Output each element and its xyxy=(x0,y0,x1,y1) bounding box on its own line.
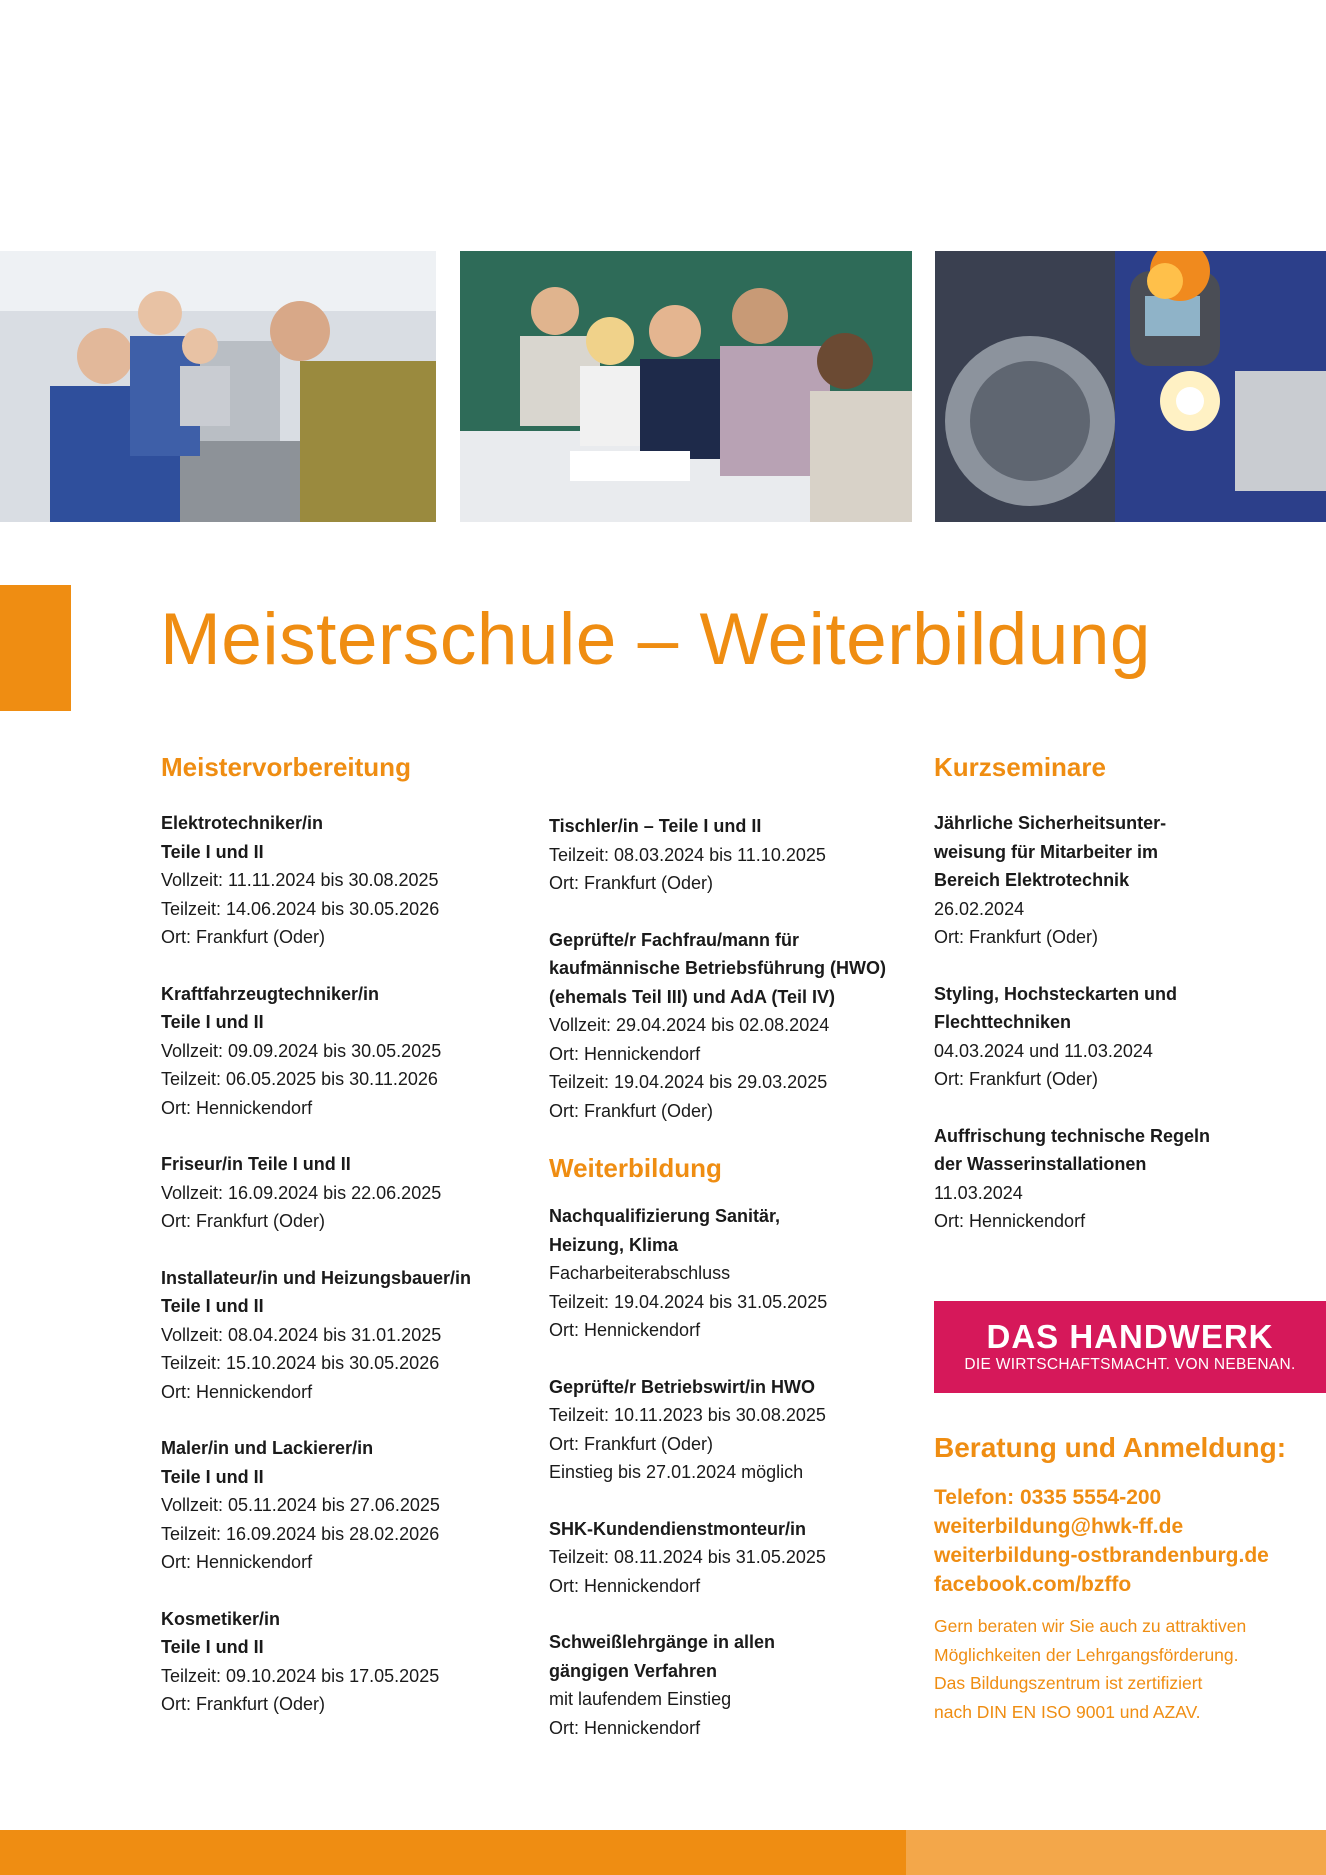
course-detail: Teilzeit: 15.10.2024 bis 30.05.2026 xyxy=(161,1353,440,1373)
meistervorbereitung-column xyxy=(161,752,531,1747)
course-detail: Ort: Hennickendorf xyxy=(549,1320,701,1340)
course-detail: Teilzeit: 06.05.2025 bis 30.11.2026 xyxy=(161,1069,438,1089)
course-detail: Ort: Frankfurt (Oder) xyxy=(549,1433,714,1454)
course-title: Teile I und II xyxy=(161,1466,264,1487)
course-detail: Teilzeit: 19.04.2024 bis 31.05.2025 xyxy=(549,1291,828,1312)
phone-number[interactable]: Telefon: 0335 5554-200 xyxy=(934,1486,1162,1509)
course-title: Friseur/in Teile I und II xyxy=(161,1154,351,1174)
course-title: Kosmetiker/in xyxy=(161,1608,281,1629)
course-entry xyxy=(934,980,1319,1094)
course-detail: Facharbeiterabschluss xyxy=(549,1263,731,1283)
course-title: Jährliche Sicherheitsunter- xyxy=(934,813,1167,833)
footer-bar xyxy=(0,1830,906,1875)
course-entry xyxy=(161,1150,531,1236)
course-entry xyxy=(161,809,531,952)
course-title: gängigen Verfahren xyxy=(549,1660,718,1681)
course-title: Nachqualifizierung Sanitär, xyxy=(549,1206,781,1226)
course-detail: 11.03.2024 xyxy=(934,1182,1023,1203)
das-handwerk-logo xyxy=(934,1301,1326,1393)
course-detail: Vollzeit: 29.04.2024 bis 02.08.2024 xyxy=(549,1015,830,1035)
logo-tagline: DIE WIRTSCHAFTSMACHT. VON NEBENAN. xyxy=(964,1356,1296,1373)
course-detail: Ort: Frankfurt (Oder) xyxy=(161,1694,326,1714)
course-detail: Einstieg bis 27.01.2024 möglich xyxy=(549,1462,804,1482)
note-line: nach DIN EN ISO 9001 und AZAV. xyxy=(934,1701,1201,1722)
accent-block xyxy=(0,585,71,711)
course-title: Maler/in und Lackierer/in xyxy=(161,1438,374,1458)
course-detail: Ort: Hennickendorf xyxy=(161,1381,313,1402)
course-detail: Ort: Frankfurt (Oder) xyxy=(161,1211,326,1231)
course-detail: Ort: Hennickendorf xyxy=(549,1575,701,1596)
workshop-photo xyxy=(0,251,436,522)
course-title: Auffrischung technische Regeln xyxy=(934,1125,1211,1146)
course-detail: Teilzeit: 14.06.2024 bis 30.05.2026 xyxy=(161,898,440,919)
course-detail: Ort: Frankfurt (Oder) xyxy=(161,927,326,947)
course-detail: Vollzeit: 05.11.2024 bis 27.06.2025 xyxy=(161,1495,440,1515)
course-entry xyxy=(549,1202,929,1345)
course-detail: Teilzeit: 16.09.2024 bis 28.02.2026 xyxy=(161,1523,440,1544)
course-entry xyxy=(549,1515,929,1601)
course-detail: mit laufendem Einstieg xyxy=(549,1689,732,1709)
course-detail: Ort: Hennickendorf xyxy=(549,1043,701,1064)
course-detail: Ort: Frankfurt (Oder) xyxy=(934,1069,1099,1089)
course-detail: 26.02.2024 xyxy=(934,898,1025,919)
course-detail: Ort: Hennickendorf xyxy=(161,1552,313,1572)
course-title: Teile I und II xyxy=(161,1637,264,1657)
course-detail: Teilzeit: 10.11.2023 bis 30.08.2025 xyxy=(549,1405,826,1425)
course-entry xyxy=(549,1373,929,1487)
course-entry xyxy=(161,1264,531,1407)
middle-column xyxy=(549,812,929,1770)
course-title: Geprüfte/r Fachfrau/mann für xyxy=(549,929,800,950)
course-detail: Ort: Hennickendorf xyxy=(161,1097,313,1118)
course-title: Bereich Elektrotechnik xyxy=(934,870,1130,890)
contact-note xyxy=(934,1612,1326,1726)
course-detail: Teilzeit: 19.04.2024 bis 29.03.2025 xyxy=(549,1072,828,1092)
course-title: Teile I und II xyxy=(161,1296,264,1316)
course-title: Styling, Hochsteckarten und xyxy=(934,983,1178,1004)
note-line: Möglichkeiten der Lehrgangsförderung. xyxy=(934,1644,1239,1665)
email-link[interactable]: weiterbildung@hwk-ff.de xyxy=(934,1515,1184,1538)
kurzseminare-heading: Kurzseminare xyxy=(934,752,1106,782)
course-title: Teile I und II xyxy=(161,841,264,862)
course-title: Schweißlehrgänge in allen xyxy=(549,1632,776,1652)
note-line: Gern beraten wir Sie auch zu attraktiven xyxy=(934,1616,1247,1636)
course-entry xyxy=(934,809,1319,952)
course-detail: 04.03.2024 und 11.03.2024 xyxy=(934,1040,1153,1061)
course-detail: Vollzeit: 09.09.2024 bis 30.05.2025 xyxy=(161,1040,442,1061)
course-title: kaufmännische Betriebsführung (HWO) xyxy=(549,958,887,978)
course-title: Kraftfahrzeugtechniker/in xyxy=(161,983,380,1004)
weiterbildung-heading: Weiterbildung xyxy=(549,1153,722,1183)
course-detail: Teilzeit: 08.11.2024 bis 31.05.2025 xyxy=(549,1547,826,1567)
course-detail: Teilzeit: 09.10.2024 bis 17.05.2025 xyxy=(161,1665,440,1686)
course-title: der Wasserinstallationen xyxy=(934,1154,1147,1174)
course-detail: Ort: Frankfurt (Oder) xyxy=(549,873,714,893)
course-detail: Vollzeit: 08.04.2024 bis 31.01.2025 xyxy=(161,1324,442,1345)
course-title: Flechttechniken xyxy=(934,1012,1072,1032)
course-title: Teile I und II xyxy=(161,1012,264,1032)
course-title: Geprüfte/r Betriebswirt/in HWO xyxy=(549,1376,816,1397)
footer-bar-light xyxy=(906,1830,1326,1875)
logo-wordmark: DAS HANDWERK xyxy=(986,1318,1274,1355)
course-detail: Vollzeit: 11.11.2024 bis 30.08.2025 xyxy=(161,870,439,890)
course-detail: Ort: Hennickendorf xyxy=(934,1211,1086,1231)
classroom-photo xyxy=(460,251,912,522)
course-detail: Teilzeit: 08.03.2024 bis 11.10.2025 xyxy=(549,844,826,865)
course-entry xyxy=(549,1628,929,1742)
course-entry xyxy=(161,980,531,1123)
course-entry xyxy=(549,812,929,898)
welding-photo xyxy=(935,251,1326,522)
meistervorbereitung-heading: Meistervorbereitung xyxy=(161,752,411,782)
course-detail: Ort: Frankfurt (Oder) xyxy=(934,927,1099,947)
website-link[interactable]: weiterbildung-ostbrandenburg.de xyxy=(934,1544,1269,1567)
page-title: Meisterschule – Weiterbildung xyxy=(160,599,1152,680)
contact-list xyxy=(934,1483,1326,1599)
note-line: Das Bildungszentrum ist zertifiziert xyxy=(934,1673,1203,1693)
course-title: Tischler/in – Teile I und II xyxy=(549,816,762,836)
course-title: (ehemals Teil III) und AdA (Teil IV) xyxy=(549,986,836,1007)
course-detail: Ort: Frankfurt (Oder) xyxy=(549,1100,714,1121)
course-entry xyxy=(161,1434,531,1577)
course-title: SHK-Kundendienstmonteur/in xyxy=(549,1518,806,1539)
contact-heading: Beratung und Anmeldung: xyxy=(934,1432,1287,1463)
course-title: Installateur/in und Heizungsbauer/in xyxy=(161,1267,472,1288)
facebook-link[interactable]: facebook.com/bzffo xyxy=(934,1573,1132,1596)
course-title: weisung für Mitarbeiter im xyxy=(934,841,1159,862)
kurzseminare-column xyxy=(934,752,1319,1264)
course-entry xyxy=(934,1122,1319,1236)
course-title: Elektrotechniker/in xyxy=(161,813,324,833)
course-title: Heizung, Klima xyxy=(549,1234,679,1255)
course-entry xyxy=(549,926,929,1126)
course-detail: Vollzeit: 16.09.2024 bis 22.06.2025 xyxy=(161,1182,442,1203)
course-detail: Ort: Hennickendorf xyxy=(549,1717,701,1738)
course-entry xyxy=(161,1605,531,1719)
